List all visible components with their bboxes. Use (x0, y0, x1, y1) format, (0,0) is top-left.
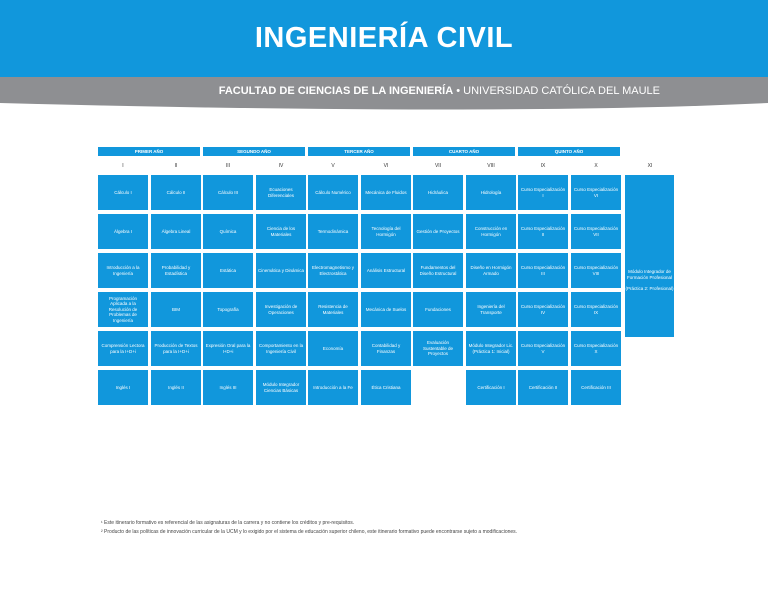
course-cell: Producción de Textos para la I+D+i (151, 331, 201, 366)
course-cell: Curso Especialización II (518, 214, 568, 249)
course-cell: Estática (203, 253, 253, 288)
course-cell: Programación Aplicada a la Resolución de Problemas de Ingeniería (98, 292, 148, 327)
course-cell: Diseño en Hormigón Armado (466, 253, 516, 288)
year-header-1: PRIMER AÑO (98, 147, 200, 156)
course-cell: Mecánica de Suelos (361, 292, 411, 327)
course-cell: Módulo Integrador Ciencias Básicas (256, 370, 306, 405)
semester-label: XI (647, 163, 653, 169)
final-integration-module (625, 175, 674, 337)
semester-label: II (174, 163, 178, 169)
university-name: UNIVERSIDAD CATÓLICA DEL MAULE (463, 85, 660, 97)
course-cell: Certificación II (518, 370, 568, 405)
semester-label: I (122, 163, 124, 169)
year-header-4: CUARTO AÑO (413, 147, 515, 156)
course-cell: Curso Especialización VII (571, 214, 621, 249)
course-cell: Evaluación Sustentable de Proyectos (413, 331, 463, 366)
course-cell: Cálculo II (151, 175, 201, 210)
course-cell: Química (203, 214, 253, 249)
semester-label: IX (540, 163, 546, 169)
course-cell: Módulo Integrador Lic. (Práctica 1: Inicial) (466, 331, 516, 366)
course-cell: Curso Especialización IV (518, 292, 568, 327)
semester-label: VI (383, 163, 389, 169)
course-cell: Fundamentos del Diseño Estructural (413, 253, 463, 288)
course-cell: Hidráulica (413, 175, 463, 210)
year-header-5: QUINTO AÑO (518, 147, 620, 156)
footnote-2: ² Producto de las políticas de innovación curricular de la UCM y lo exigido por el sistema de educación superior chileno, este itinerario formativo puede encontrarse sujeto a modificaciones. (101, 529, 518, 535)
course-cell: Mecánica de Fluidos (361, 175, 411, 210)
course-cell: Certificación III (571, 370, 621, 405)
course-cell: Gestión de Proyectos (413, 214, 463, 249)
final-module-title: Módulo Integrador de Formación Profesional (626, 269, 673, 280)
course-cell: Hidrología (466, 175, 516, 210)
course-cell: Introducción a la Fe (308, 370, 358, 405)
course-cell: Inglés II (151, 370, 201, 405)
course-cell: Topografía (203, 292, 253, 327)
faculty-name: FACULTAD DE CIENCIAS DE LA INGENIERÍA (218, 85, 454, 97)
course-cell: Tecnología del Hormigón (361, 214, 411, 249)
course-cell: Curso Especialización X (571, 331, 621, 366)
course-cell: Contabilidad y Finanzas (361, 331, 411, 366)
course-cell: Álgebra Lineal (151, 214, 201, 249)
course-cell: Termodinámica (308, 214, 358, 249)
course-cell: Cálculo I (98, 175, 148, 210)
course-cell: Álgebra I (98, 214, 148, 249)
course-cell: Ecuaciones Diferenciales (256, 175, 306, 210)
course-cell: BIM (151, 292, 201, 327)
course-cell: Ética Cristiana (361, 370, 411, 405)
footnotes (101, 519, 517, 537)
course-cell: Comportamiento en la Ingeniería Civil (256, 331, 306, 366)
course-cell: Economía (308, 331, 358, 366)
year-header-2: SEGUNDO AÑO (203, 147, 305, 156)
course-cell: Ciencia de los Materiales (256, 214, 306, 249)
course-cell: Investigación de Operaciones (256, 292, 306, 327)
course-cell: Curso Especialización V (518, 331, 568, 366)
course-cell: Fundaciones (413, 292, 463, 327)
course-cell: Curso Especialización IX (571, 292, 621, 327)
program-title: INGENIERÍA CIVIL (254, 22, 514, 54)
course-cell: Curso Especialización III (518, 253, 568, 288)
course-cell: Resistencia de Materiales (308, 292, 358, 327)
course-cell: Certificación I (466, 370, 516, 405)
course-cell: Ingeniería del Transporte (466, 292, 516, 327)
year-header-3: TERCER AÑO (308, 147, 410, 156)
semester-label: III (225, 163, 231, 169)
course-cell: Inglés I (98, 370, 148, 405)
course-cell: Curso Especialización I (518, 175, 568, 210)
course-cell: Cinemática y Dinámica (256, 253, 306, 288)
footnote-1: ¹ Este itinerario formativo es referencial de las asignaturas de la carrera y no contiene los créditos y pre-requisitos. (101, 520, 355, 526)
semester-label: IV (278, 163, 284, 169)
semester-label: V (331, 163, 335, 169)
course-cell: Introducción a la Ingeniería (98, 253, 148, 288)
semester-label: X (594, 163, 598, 169)
course-cell: Construcción en Hormigón (466, 214, 516, 249)
course-cell: Electromagnetismo y Electrostática (308, 253, 358, 288)
course-cell: Expresión Oral para la I+D+i (203, 331, 253, 366)
course-cell: Análisis Estructural (361, 253, 411, 288)
separator-dot: • (456, 85, 461, 97)
semester-label: VIII (487, 163, 495, 169)
final-module-practice: (Práctica 2: Profesional) (625, 286, 674, 291)
course-cell: Cálculo III (203, 175, 253, 210)
course-cell: Cálculo Numérico (308, 175, 358, 210)
semester-label: VII (434, 163, 442, 169)
course-cell: Curso Especialización VIII (571, 253, 621, 288)
faculty-line (219, 85, 660, 97)
course-cell: Inglés III (203, 370, 253, 405)
course-cell: Curso Especialización VI (571, 175, 621, 210)
course-cell: Probabilidad y Estadística (151, 253, 201, 288)
course-cell: Comprensión Lectora para la I+D+i (98, 331, 148, 366)
